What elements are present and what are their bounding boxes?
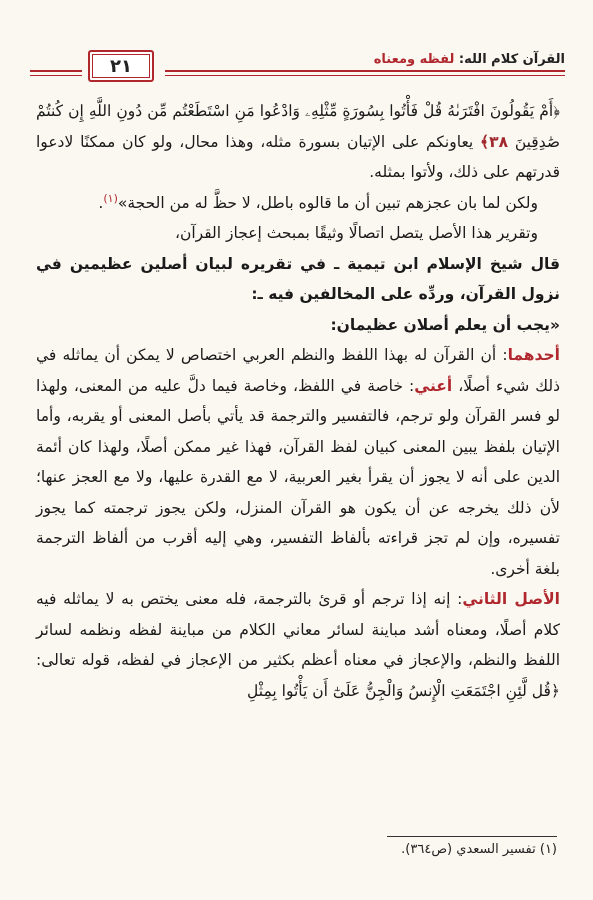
paragraph-text: وتقرير هذا الأصل يتصل اتصالًا وثيقًا بمبحث إعجاز القرآن، [174,224,538,242]
paragraph [36,249,560,310]
paragraph-text: يعاونكم على الإتيان بسورة مثله، وهذا محال، ولو كان ممكنًا لادعوا قدرتهم على ذلك، ولأتوا بمثله. [36,132,560,181]
paragraph-text: : إنه إذا ترجم أو قرئ بالترجمة، فله معنى يختص به لا يماثله فيه كلام أصلًا، ومعناه أشد مباينة لسائر معاني الكلام من مباينة لفظه ونظمه لسائر اللفظ والنظم، والإعجاز في معناه أعظم بكثير من الإعجاز في لفظه، قوله تعالى: [36,590,560,669]
page-number: ٢١ [88,50,154,82]
header-rule [30,70,82,72]
page-header [30,44,565,88]
running-title [374,52,565,67]
footnote-ref[interactable]: (١) [103,191,118,205]
footnote-rule [387,836,557,837]
term-label: الأصل الثاني [462,590,560,608]
paragraph [36,310,560,341]
paragraph [36,584,560,706]
page-body [36,96,560,706]
paragraph-text: : أن القرآن له بهذا اللفظ والنظم العربي اختصاص لا يمكن أن يماثله في ذلك شيء أصلًا، [36,346,560,395]
paragraph-text: : خاصة في اللفظ، وخاصة فيما دلَّ عليه من المعنى، ولهذا لو فسر القرآن ولو ترجم، فالتفسير والترجمة قد يأتي بأصل المعنى أو يقربه، وأما الإتيان بلفظ يبين المعنى كبيان لفظ القرآن، فهذا غير ممكن أصلًا، ولهذا كان أئمة الدين على أنه لا يجوز أن يقرأ بغير العربية، لا مع القدرة عليها، ولا مع العجز عنها؛ لأن ذلك يخرجه عن أن يكون هو القرآن المنزل، ولكن يجوز ترجمته كما يجوز تفسيره، وإن لم تجز قراءته بألفاظ التفسير، وهي إليه أقرب من ألفاظ الترجمة بلغة أخرى. [36,376,560,578]
term-label: أعني [414,376,453,395]
paragraph [36,340,560,584]
paragraph [36,96,560,188]
paragraph-text: «يجب أن يعلم أصلان عظيمان: [330,315,560,334]
ayah-number: ٣٨ [489,132,509,151]
header-rule [165,70,565,72]
footnote: (١) تفسير السعدي (ص٣٦٤). [401,842,557,857]
paragraph-end: . [98,193,104,212]
header-rule [30,75,82,76]
term-label: أحدهما [507,346,560,364]
quran-verse: ﴿أَمْ يَقُولُونَ افْتَرَىٰهُ قُلْ فَأْتُوا بِسُورَةٍ مِّثْلِهِۦ وَادْعُوا مَنِ اسْتَطَعْتُم مِّن دُونِ اللَّهِ إِن كُنتُمْ صَٰدِقِينَ [36,102,560,151]
quran-close-brace: ﴾ [480,132,490,151]
book-title: القرآن كلام الله: [458,52,565,67]
paragraph-text: ولكن لما بان عجزهم تبين أن ما قالوه باطل، لا حظَّ له من الحجة» [117,193,538,212]
chapter-title: لفظه ومعناه [373,52,455,67]
quran-verse: ﴿قُل لَّئِنِ اجْتَمَعَتِ الْإِنسُ وَالْجِنُّ عَلَىٰٓ أَن يَأْتُوا بِمِثْلِ [247,681,560,700]
paragraph [36,188,560,219]
paragraph [36,218,560,249]
paragraph-text: قال شيخ الإسلام ابن تيمية ـ في تقريره لبيان أصلين عظيمين في نزول القرآن، وردِّه على المخالفين فيه ـ: [36,254,560,303]
header-rule [165,75,565,76]
